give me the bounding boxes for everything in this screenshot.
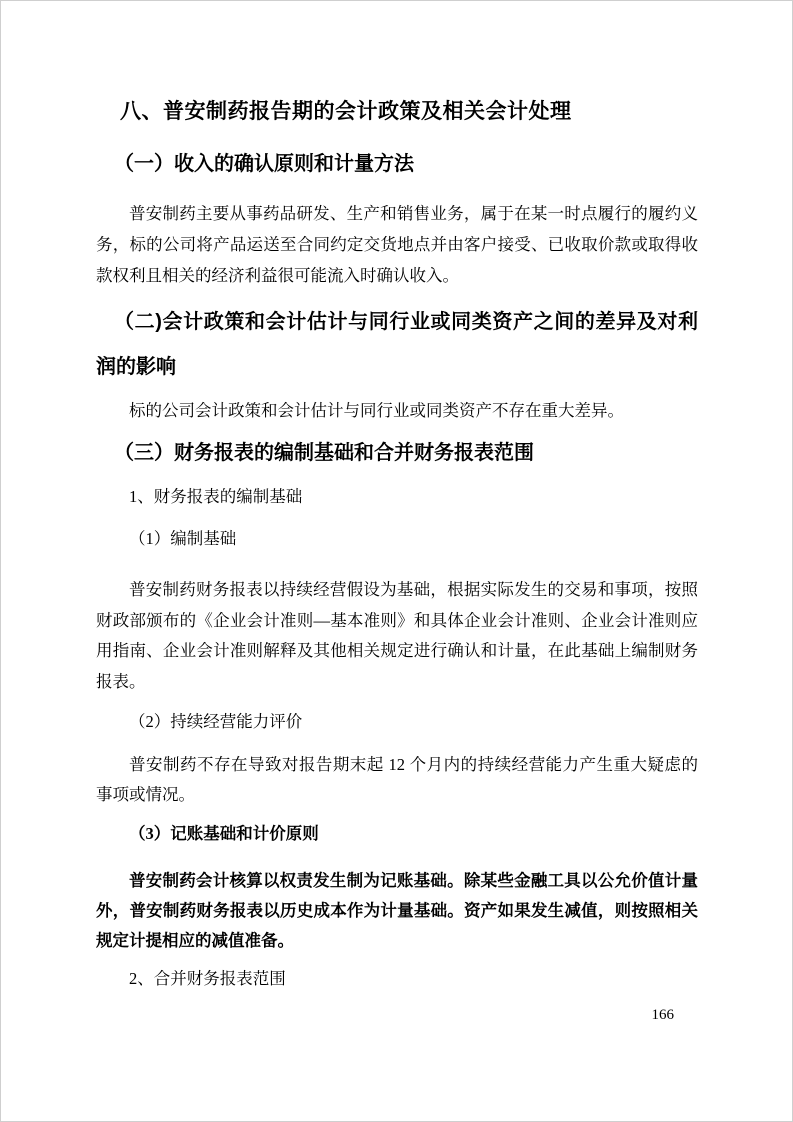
section-3-sub-3: （3）记账基础和计价原则 — [129, 824, 319, 843]
section-1-paragraph: 普安制药主要从事药品研发、生产和销售业务，属于在某一时点履行的履约义务，标的公司将产品运送至合同约定交货地点并由客户接受、已收取价款或取得收款权利且相关的经济利益很可能流入时确认收入。 — [96, 204, 698, 285]
section-3-item-1: 1、财务报表的编制基础 — [129, 487, 303, 506]
section-2-paragraph: 标的公司会计政策和会计估计与同行业或同类资产不存在重大差异。 — [129, 401, 624, 420]
section-3-item-2: 2、合并财务报表范围 — [129, 969, 286, 988]
document-title: 八、普安制药报告期的会计政策及相关会计处理 — [120, 100, 572, 123]
section-3-para-1: 普安制药财务报表以持续经营假设为基础，根据实际发生的交易和事项，按照财政部颁布的《企业会计准则—基本准则》和具体企业会计准则、企业会计准则应用指南、企业会计准则解释及其他相关规定进行确认和计量，在此基础上编制财务报表。 — [96, 580, 698, 691]
section-3-sub-1: （1）编制基础 — [129, 529, 237, 548]
section-3-heading: （三）财务报表的编制基础和合并财务报表范围 — [114, 442, 534, 464]
page-number: 166 — [651, 1007, 674, 1023]
section-1-heading: （一）收入的确认原则和计量方法 — [114, 153, 414, 175]
section-3-para-2: 普安制药不存在导致对报告期末起 12 个月内的持续经营能力产生重大疑虑的事项或情况。 — [96, 755, 698, 804]
section-3-sub-2: （2）持续经营能力评价 — [129, 712, 303, 731]
section-2-heading: （二)会计政策和会计估计与同行业或同类资产之间的差异及对利润的影响 — [96, 311, 698, 378]
section-3-para-3: 普安制药会计核算以权责发生制为记账基础。除某些金融工具以公允价值计量外，普安制药财务报表以历史成本作为计量基础。资产如果发生减值，则按照相关规定计提相应的减值准备。 — [96, 871, 698, 950]
